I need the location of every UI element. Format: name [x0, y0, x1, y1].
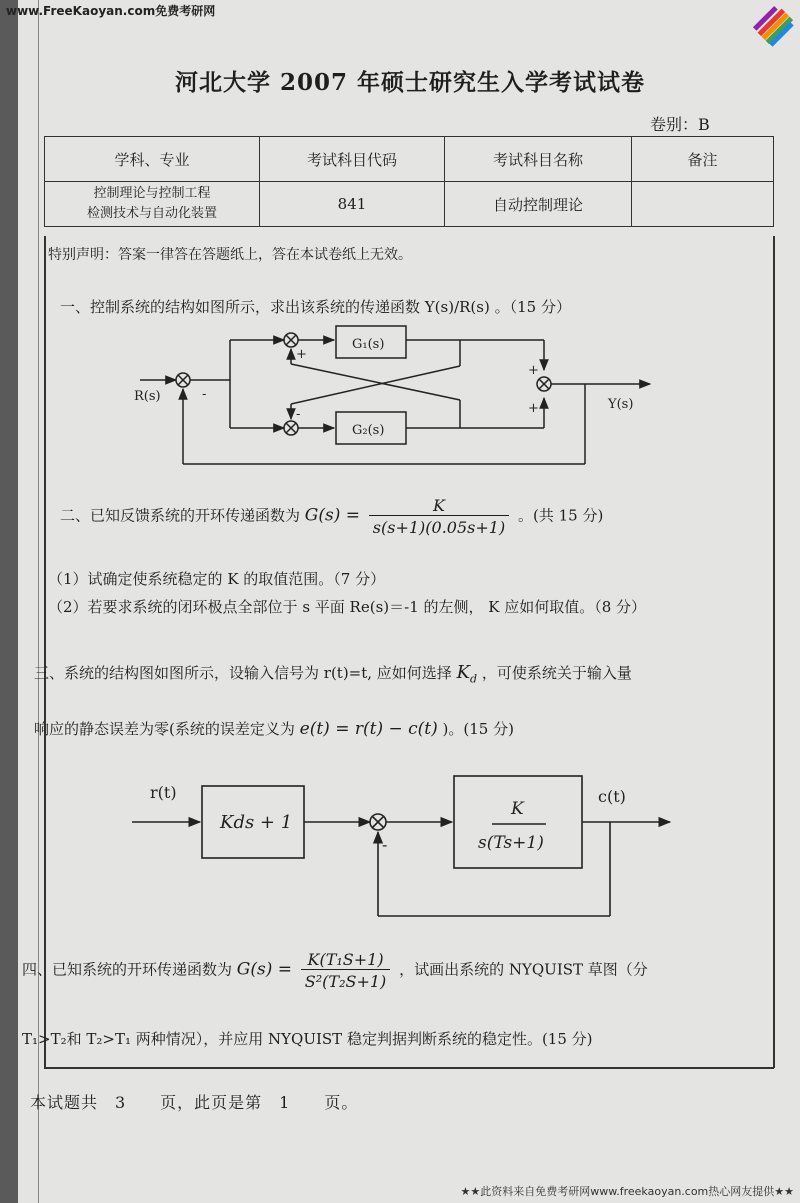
frame-left: [44, 236, 46, 1068]
q4-line2: T₁>T₂和 T₂>T₁ 两种情况），并应用 NYQUIST 稳定判据判断系统的稳定性。(15 分): [22, 1030, 593, 1048]
q2-numerator: K: [433, 496, 445, 515]
paper-version: 卷别：B: [650, 115, 710, 134]
q2-sub1: （1）试确定使系统稳定的 K 的取值范围。（7 分）: [48, 570, 386, 588]
q4-numerator: K(T₁S+1): [307, 950, 384, 969]
q3-input-label: r(t): [150, 783, 177, 802]
cell-name: 自动控制理论: [445, 182, 632, 227]
q4-lhs: G(s) =: [236, 959, 293, 980]
watermark-top: www.FreeKaoyan.com免费考研网: [6, 4, 216, 18]
q3-error-eq: e(t) = r(t) − c(t): [299, 719, 438, 739]
q1-g1-label: G₁(s): [352, 337, 385, 352]
header-note: 备注: [632, 137, 774, 182]
binding-strip: [0, 0, 18, 1203]
q3-kd: [456, 662, 478, 686]
cell-note: [632, 182, 774, 227]
q2-fraction: [369, 496, 509, 537]
q3-block-diagram: [120, 768, 700, 928]
notice: 特别声明：答案一律答在答题纸上，答在本试卷纸上无效。: [48, 247, 412, 263]
frame-bottom: [44, 1067, 774, 1069]
table-data-row: [45, 182, 774, 227]
q3-block2-numerator: K: [511, 799, 524, 819]
q3-line1-suffix: ，可使系统关于输入量: [481, 664, 632, 682]
cell-majors: [45, 182, 260, 227]
exam-title: 河北大学 2007 年硕士研究生入学考试试卷: [174, 69, 646, 96]
margin-line: [38, 0, 39, 1203]
q2-line: [60, 496, 603, 537]
q1-sign-3: -: [296, 407, 301, 422]
q2-prefix: 二、已知反馈系统的开环传递函数为: [60, 506, 301, 525]
q3-block2-denominator: s(Ts+1): [478, 833, 544, 853]
q3-line2-prefix: 响应的静态误差为零(系统的误差定义为: [34, 720, 295, 738]
q4-suffix: ，试画出系统的 NYQUIST 草图（分: [399, 960, 648, 979]
major-2: 检测技术与自动化装置: [86, 206, 217, 221]
header-major: 学科、专业: [45, 137, 260, 182]
q4-prefix: 四、已知系统的开环传递函数为: [22, 960, 233, 979]
q1-input-label: R(s): [134, 389, 161, 404]
watermark-bottom: ★★此资料来自免费考研网www.freekaoyan.com热心网友提供★★: [460, 1185, 794, 1198]
subject-info-table: [44, 136, 774, 227]
major-1: 控制理论与控制工程: [93, 186, 211, 201]
table-header-row: [45, 137, 774, 182]
q1-text: 一、控制系统的结构如图所示，求出该系统的传递函数 Y(s)/R(s) 。（15 分）: [60, 298, 571, 316]
q3-line1: [34, 662, 632, 686]
q3-block1-label: Kds + 1: [220, 812, 293, 833]
q4-fraction: [301, 950, 391, 991]
header-name: 考试科目名称: [445, 137, 632, 182]
header-code: 考试科目代码: [260, 137, 445, 182]
q2-denominator: s(s+1)(0.05s+1): [369, 515, 509, 537]
q4-line1: [22, 950, 648, 991]
q3-line2: [34, 718, 514, 739]
q2-lhs: G(s) =: [304, 505, 361, 526]
q3-line2-suffix: )。(15 分): [442, 720, 514, 738]
q1-block-diagram: [120, 318, 680, 478]
page-footer: 本试题共 3 页，此页是第 1 页。: [30, 1093, 359, 1112]
q4-denominator: S²(T₂S+1): [301, 969, 391, 991]
frame-right: [773, 236, 775, 1068]
q1-sign-5: +: [528, 401, 539, 416]
q3-output-label: c(t): [598, 787, 626, 806]
logo-icon: [748, 0, 798, 48]
q1-output-label: Y(s): [608, 397, 634, 412]
q1-g2-label: G₂(s): [352, 423, 385, 438]
q1-sign-2: +: [296, 347, 307, 362]
cell-code: 841: [260, 182, 445, 227]
q1-sign-4: +: [528, 363, 539, 378]
q3-line1-prefix: 三、系统的结构图如图所示，设输入信号为 r(t)=t, 应如何选择: [34, 664, 452, 682]
q3-kd-symbol: K: [456, 662, 471, 683]
q3-kd-subscript: d: [470, 672, 478, 686]
q2-suffix: 。(共 15 分): [517, 506, 604, 525]
q3-sign-minus: -: [382, 835, 388, 854]
q1-sign-1: -: [202, 387, 207, 402]
q2-sub2: （2）若要求系统的闭环极点全部位于 s 平面 Re(s)＝-1 的左侧， K 应如何取值。（8 分）: [48, 598, 647, 616]
q3-block-plant: [454, 776, 582, 868]
